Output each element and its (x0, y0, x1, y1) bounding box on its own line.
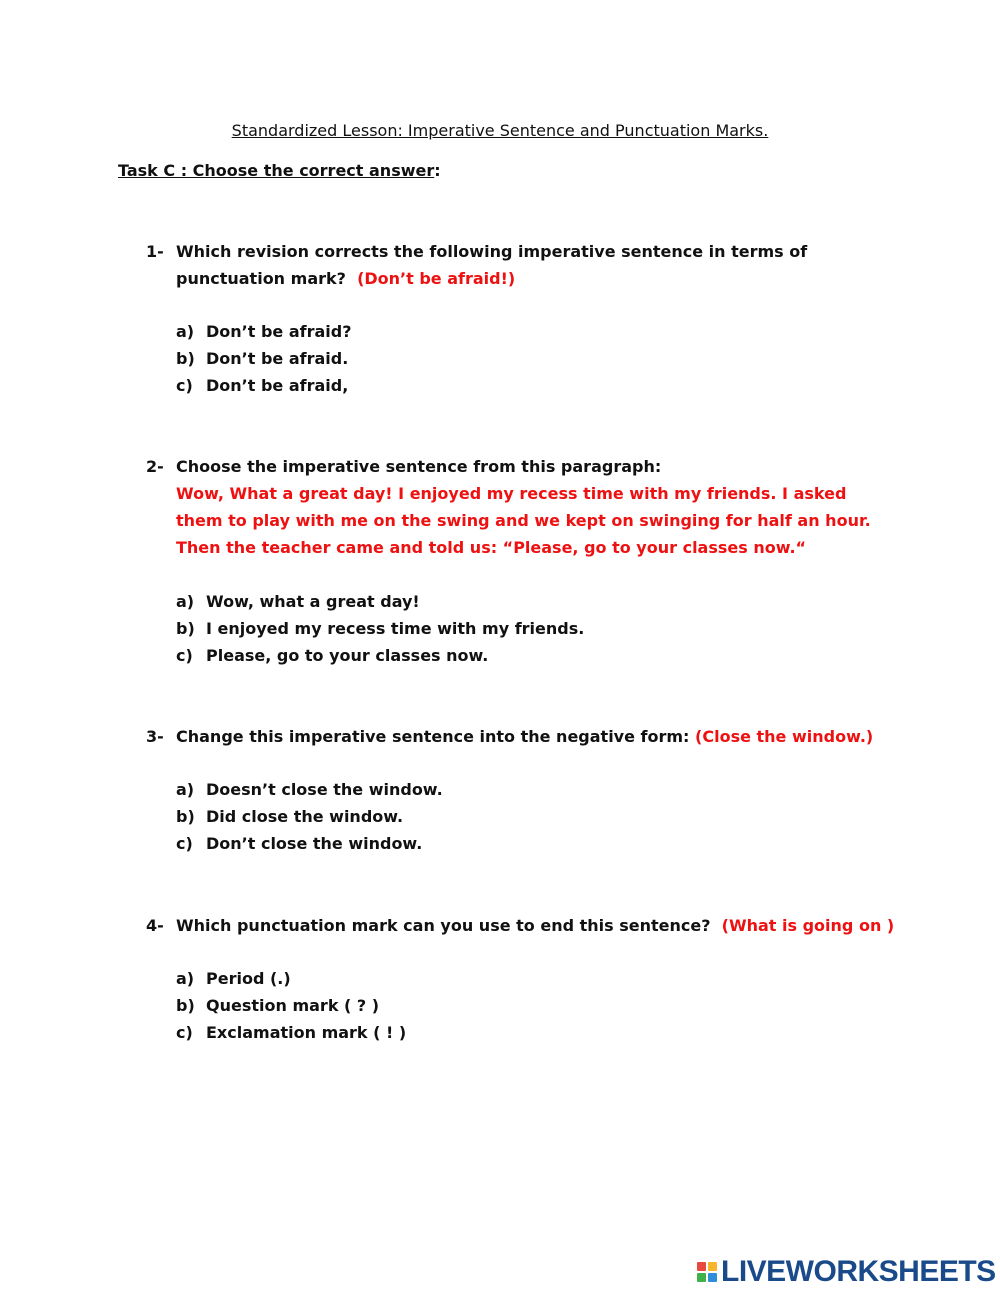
task-colon: : (434, 161, 441, 180)
question-2-paragraph-line3: Then the teacher came and told us: “Please, go to your classes now.“ (176, 538, 807, 557)
page-title (0, 121, 1000, 141)
option-text: Exclamation mark ( ! ) (206, 1023, 407, 1042)
option-text: Doesn’t close the window. (206, 780, 443, 799)
question-3-option-c[interactable] (176, 834, 422, 854)
task-heading (118, 161, 441, 181)
option-letter: c) (176, 376, 193, 395)
question-2-paragraph-line1: Wow, What a great day! I enjoyed my recess time with my friends. I asked (176, 484, 847, 503)
question-1-option-b[interactable] (176, 349, 348, 369)
option-letter: c) (176, 1023, 193, 1042)
question-3-number: 3- (146, 727, 164, 746)
question-3-option-b[interactable] (176, 807, 403, 827)
option-letter: a) (176, 969, 195, 988)
question-2-option-b[interactable] (176, 619, 584, 639)
question-1-text-line1: Which revision corrects the following imperative sentence in terms of (176, 242, 808, 261)
question-4-option-b[interactable] (176, 996, 379, 1016)
logo-block (708, 1262, 717, 1271)
question-1-text: punctuation mark? (176, 269, 346, 288)
option-text: Please, go to your classes now. (206, 646, 489, 665)
option-text: Don’t be afraid, (206, 376, 349, 395)
option-letter: b) (176, 996, 195, 1015)
option-letter: c) (176, 834, 193, 853)
question-4-option-c[interactable] (176, 1023, 406, 1043)
option-letter: a) (176, 592, 195, 611)
task-label: Task C : Choose the correct answer (118, 161, 435, 180)
question-2-option-a[interactable] (176, 592, 420, 612)
question-4-text: Which punctuation mark can you use to end this sentence? (176, 916, 711, 935)
question-3-highlight: (Close the window.) (695, 727, 874, 746)
question-1-number: 1- (146, 242, 164, 261)
question-2-option-c[interactable] (176, 646, 488, 666)
logo-block (697, 1262, 706, 1271)
option-text: Don’t be afraid. (206, 349, 349, 368)
question-3-line (176, 727, 873, 747)
liveworksheets-logo (697, 1257, 996, 1287)
question-2-text: Choose the imperative sentence from this paragraph: (176, 457, 662, 476)
logo-block (708, 1273, 717, 1282)
logo-block (697, 1273, 706, 1282)
option-letter: c) (176, 646, 193, 665)
option-text: Period (.) (206, 969, 291, 988)
option-text: Don’t be afraid? (206, 322, 352, 341)
question-4-option-a[interactable] (176, 969, 291, 989)
question-1-highlight: (Don’t be afraid!) (357, 269, 516, 288)
option-text: Question mark ( ? ) (206, 996, 380, 1015)
question-3-option-a[interactable] (176, 780, 443, 800)
logo-text: LIVEWORKSHEETS (721, 1255, 996, 1288)
question-2-number: 2- (146, 457, 164, 476)
option-text: Wow, what a great day! (206, 592, 420, 611)
question-4-line (176, 916, 894, 936)
question-1-option-a[interactable] (176, 322, 352, 342)
option-text: Don’t close the window. (206, 834, 423, 853)
question-4-highlight: (What is going on ) (721, 916, 895, 935)
title-text: Standardized Lesson: Imperative Sentence and Punctuation Marks. (231, 121, 769, 140)
option-letter: a) (176, 780, 195, 799)
option-letter: b) (176, 349, 195, 368)
logo-blocks-icon (697, 1262, 717, 1282)
question-1-option-c[interactable] (176, 376, 348, 396)
question-3-text: Change this imperative sentence into the negative form: (176, 727, 690, 746)
question-1-text-line2 (176, 269, 515, 289)
option-letter: b) (176, 619, 195, 638)
question-4-number: 4- (146, 916, 164, 935)
option-letter: b) (176, 807, 195, 826)
question-2-paragraph-line2: them to play with me on the swing and we kept on swinging for half an hour. (176, 511, 871, 530)
option-text: Did close the window. (206, 807, 404, 826)
option-text: I enjoyed my recess time with my friends. (206, 619, 585, 638)
option-letter: a) (176, 322, 195, 341)
